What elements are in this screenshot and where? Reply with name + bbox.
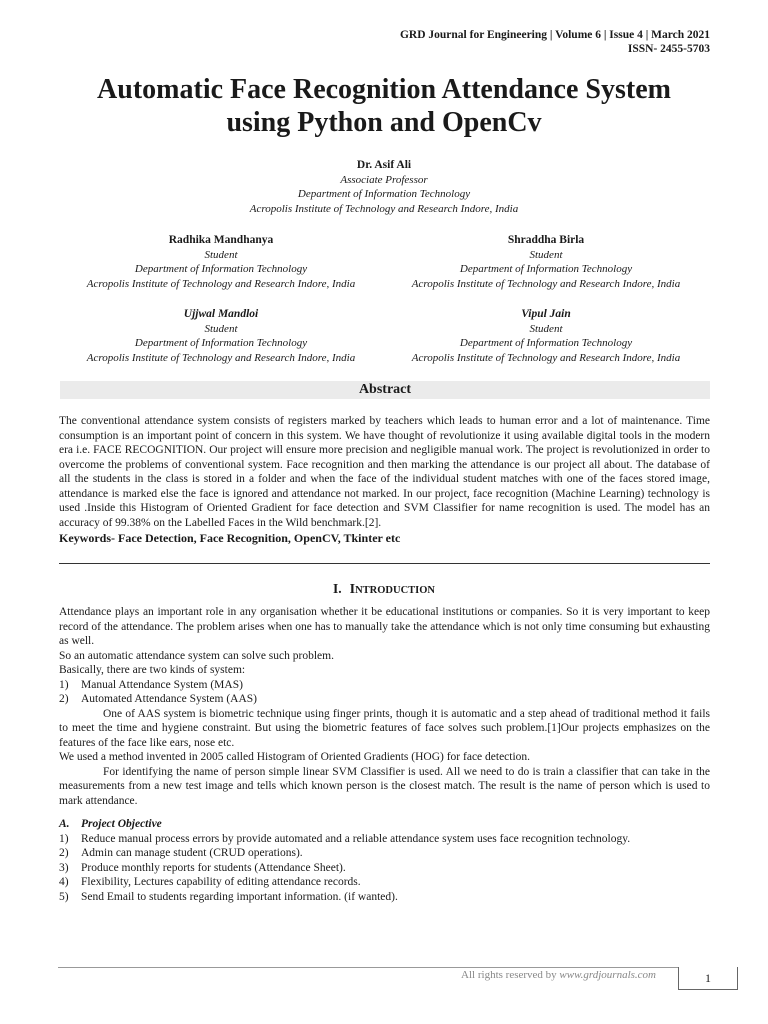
paragraph: One of AAS system is biometric technique using finger prints, though it is automatic and a step ahead of traditional method it fails to meet the time and hygiene constraint. But using the biometric features of face solves such problem.[1]Our projects emphasizes on the features of the face like ears, nose etc.: [59, 707, 710, 749]
author-institute: Acropolis Institute of Technology and Research Indore, India: [411, 351, 681, 364]
author-role: Student: [529, 248, 563, 261]
section-divider: [59, 563, 710, 564]
section-title-rest: NTRODUCTION: [355, 585, 436, 596]
list-number: 2): [59, 847, 69, 859]
list-number: 1): [59, 678, 69, 691]
list-item: [59, 692, 710, 707]
list-text: Send Email to students regarding important information. (if wanted).: [81, 890, 398, 903]
author-role: Student: [204, 322, 238, 335]
list-item: [59, 678, 710, 693]
subsection-heading: [59, 817, 710, 832]
journal-header: [400, 28, 710, 56]
list-number: 5): [59, 890, 69, 903]
author-institute: Acropolis Institute of Technology and Research Indore, India: [411, 277, 681, 290]
list-text: Manual Attendance System (MAS): [81, 678, 243, 691]
author-department: Department of Information Technology: [134, 337, 308, 349]
journal-line: GRD Journal for Engineering | Volume 6 | Issue 4 | March 2021: [399, 29, 710, 41]
author-name: Radhika Mandhanya: [168, 234, 274, 246]
author-department: Department of Information Technology: [297, 188, 471, 200]
author-role: Associate Professor: [340, 173, 428, 186]
list-number: 2): [59, 693, 69, 705]
section-heading: [0, 581, 768, 598]
author-name: Vipul Jain: [521, 308, 571, 320]
author-institute: Acropolis Institute of Technology and Research Indore, India: [249, 202, 519, 215]
author-institute: Acropolis Institute of Technology and Research Indore, India: [86, 351, 356, 364]
subsection-title: Project Objective: [81, 818, 162, 830]
author-name: Ujjwal Mandloi: [183, 308, 259, 320]
rights-text: All rights reserved by: [461, 969, 557, 981]
main-author-block: [0, 158, 768, 216]
author-block: [381, 233, 711, 291]
keywords: Keywords- Face Detection, Face Recognition, OpenCV, Tkinter etc: [59, 531, 401, 545]
list-text: Admin can manage student (CRUD operations).: [81, 847, 303, 859]
section-initial: I: [349, 582, 356, 597]
page-number: 1: [678, 967, 738, 990]
abstract-text: The conventional attendance system consists of registers marked by teachers which leads to human error and a lot of maintenance. Time consumption is an important point of concern in this system. We have thought of revolutionize it using available digital tools in the modern era i.e. FACE RECOGNITION. Our project will ensure more precision and negligible manual work. The project is revolutionized in order to overcome the problems of conventional system. Face recognition and then marking the attendance is our project all about. The database of all the students in the class is stored in a folder and when the face of the individual student matches with one of the faces stored image, attendance is marked else the face is ignored and attendance not marked. In our project, face recognition (Machine Learning) technology is used .Inside this Histogram of Oriented Gradient for face detection and SVM Classifier for name recognition is used. The model has an accuracy of 99.38% on the Labelled Faces in the Wild benchmark.[2].: [59, 415, 710, 529]
footer-divider: [58, 967, 678, 968]
journal-url[interactable]: www.grdjournals.com: [559, 969, 656, 981]
author-name: Shraddha Birla: [507, 234, 585, 246]
abstract-heading: Abstract: [60, 381, 710, 399]
introduction-body: [59, 605, 710, 904]
author-role: Student: [529, 322, 563, 335]
paragraph: So an automatic attendance system can solve such problem.: [59, 649, 334, 662]
footer-rights: [461, 969, 656, 981]
list-item: [59, 861, 710, 876]
author-block: [56, 307, 386, 365]
author-block: [56, 233, 386, 291]
paragraph: Attendance plays an important role in any organisation whether it be educational institutions or companies. So it is very important to keep record of the attendance. The problem arises when one has to manually take the attendance which is not only time consuming but exhausting as well.: [59, 606, 710, 647]
author-department: Department of Information Technology: [459, 337, 633, 349]
author-role: Student: [204, 248, 238, 261]
author-department: Department of Information Technology: [134, 263, 308, 275]
paragraph: We used a method invented in 2005 called Histogram of Oriented Gradients (HOG) for face detection.: [59, 751, 531, 763]
list-text: Produce monthly reports for students (Attendance Sheet).: [81, 861, 346, 874]
list-item: [59, 890, 710, 905]
title-line-2: using Python and OpenCv: [226, 107, 542, 138]
author-block: [381, 307, 711, 365]
list-number: 3): [59, 861, 69, 874]
paragraph: For identifying the name of person simple linear SVM Classifier is used. All we need to do is train a classifier that can take in the measurements from a new test image and tells which known person is the closest match. The result is the name of person which is used to mark attendance.: [59, 765, 710, 807]
list-text: Reduce manual process errors by provide automated and a reliable attendance system uses face recognition technology.: [81, 832, 631, 845]
abstract-body: [59, 414, 710, 546]
issn: ISSN- 2455-5703: [627, 43, 710, 55]
title-line-1: Automatic Face Recognition Attendance System: [97, 74, 671, 105]
subsection-label: A.: [59, 818, 70, 830]
list-text: Flexibility, Lectures capability of editing attendance records.: [81, 876, 361, 888]
list-item: [59, 832, 710, 847]
list-item: [59, 846, 710, 861]
author-department: Department of Information Technology: [459, 263, 633, 275]
list-text: Automated Attendance System (AAS): [81, 693, 257, 705]
list-item: [59, 875, 710, 890]
author-name: Dr. Asif Ali: [356, 159, 412, 171]
list-number: 4): [59, 876, 69, 888]
section-number: I.: [332, 581, 342, 596]
paragraph: Basically, there are two kinds of system:: [59, 664, 246, 676]
author-institute: Acropolis Institute of Technology and Research Indore, India: [86, 277, 356, 290]
list-number: 1): [59, 832, 69, 845]
paper-title: [0, 73, 768, 139]
